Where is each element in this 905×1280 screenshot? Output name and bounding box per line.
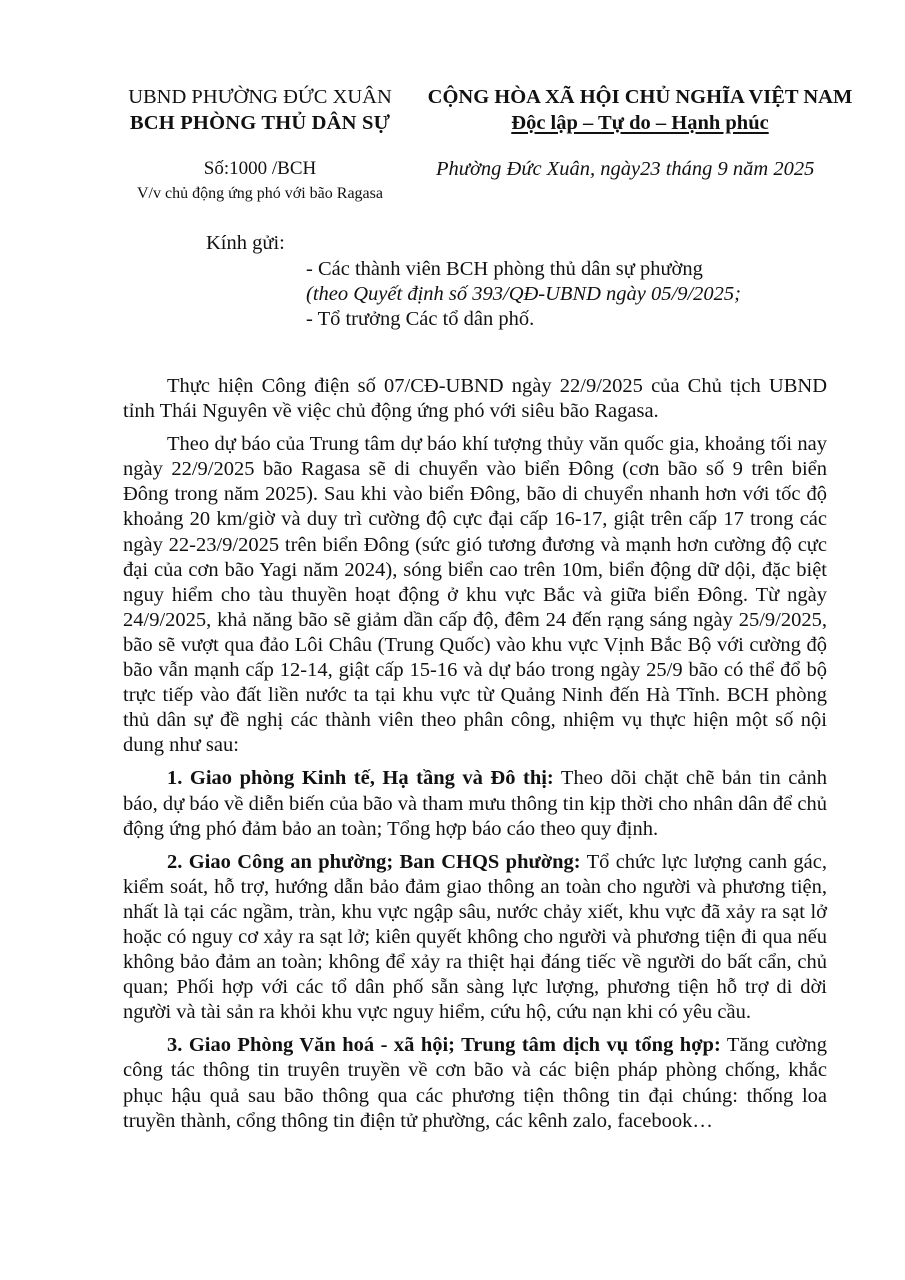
recipient-line-2: (theo Quyết định số 393/QĐ-UBND ngày 05/9/2025;: [306, 283, 741, 305]
task-item-1: [123, 766, 827, 841]
task-item-1-heading: 1. Giao phòng Kinh tế, Hạ tầng và Đô thị:: [167, 767, 554, 790]
greeting: Kính gửi:: [206, 232, 285, 254]
national-header: [410, 84, 870, 136]
national-motto: [410, 110, 870, 136]
document-body: [123, 374, 827, 1142]
paragraph-intro: Thực hiện Công điện số 07/CĐ-UBND ngày 22/9/2025 của Chủ tịch UBND tỉnh Thái Nguyên về việc chủ động ứng phó với siêu bão Ragasa.: [123, 375, 827, 423]
paragraph-forecast: Theo dự báo của Trung tâm dự báo khí tượng thủy văn quốc gia, khoảng tối nay ngày 22/9/2025 bão Ragasa sẽ di chuyển vào biển Đông (cơn bão số 9 trên biển Đông trong năm 2025). Sau khi vào biển Đông, bão di chuyển nhanh hơn với tốc độ khoảng 20 km/giờ và duy trì cường độ cực đại cấp 16-17, giật trên cấp 17 trong các ngày 22-23/9/2025 trên biển Đông (sức gió tương đương và mạnh hơn cường độ cực đại của cơn bão Yagi năm 2024), sóng biển cao trên 10m, biển động dữ dội, đặc biệt nguy hiểm cho tàu thuyền hoạt động ở khu vực Bắc và giữa biển Đông. Từ ngày 24/9/2025, khả năng bão sẽ giảm dần cấp độ, đêm 24 đến rạng sáng ngày 25/9/2025, bão sẽ vượt qua đảo Lôi Châu (Trung Quốc) vào khu vực Vịnh Bắc Bộ với cường độ bão vẫn mạnh cấp 12-14, giật cấp 15-16 và dự báo trong ngày 25/9 bão có thể đổ bộ trực tiếp vào đất liền nước ta tại khu vực từ Quảng Ninh đến Hà Tĩnh. BCH phòng thủ dân sự đề nghị các thành viên theo phân công, nhiệm vụ thực hiện một số nội dung như sau:: [123, 433, 827, 757]
task-item-1-text: Theo dõi chặt chẽ bản tin cảnh báo, dự báo về diễn biến của bão và tham mưu thông tin kịp thời cho nhân dân để chủ động ứng phó đảm bảo an toàn; Tổng hợp báo cáo theo quy định.: [123, 767, 827, 840]
document-number: Số:1000 /BCH: [203, 158, 317, 179]
org-name-line2: BCH PHÒNG THỦ DÂN SỰ: [129, 112, 391, 134]
task-item-3-heading: 3. Giao Phòng Văn hoá - xã hội; Trung tâm dịch vụ tổng hợp:: [167, 1034, 721, 1057]
org-name-line1: UBND PHƯỜNG ĐỨC XUÂN: [128, 86, 392, 108]
recipient-line-1: - Các thành viên BCH phòng thủ dân sự phường: [306, 258, 703, 280]
task-item-2-heading: 2. Giao Công an phường; Ban CHQS phường:: [167, 850, 581, 873]
task-item-3: [123, 1033, 827, 1133]
document-subject: V/v chủ động ứng phó với bão Ragasa: [137, 185, 383, 202]
task-item-3-text: Tăng cường công tác thông tin truyên truyền về cơn bão và các biện pháp phòng chống, khắc phục hậu quả sau bão thông qua các phương tiện thông tin đại chúng: thống loa truyền thành, cổng thông tin điện tử phường, các kênh zalo, facebook…: [123, 1034, 827, 1132]
issuing-organization: [100, 84, 420, 136]
country-name: CỘNG HÒA XÃ HỘI CHỦ NGHĨA VIỆT NAM: [427, 86, 853, 108]
task-item-2: [123, 850, 827, 1026]
recipient-line-3: - Tổ trưởng Các tổ dân phố.: [306, 308, 535, 330]
document-date: Phường Đức Xuân, ngày23 tháng 9 năm 2025: [436, 158, 815, 180]
task-item-2-text: Tổ chức lực lượng canh gác, kiểm soát, hỗ trợ, hướng dẫn bảo đảm giao thông an toàn cho người và phương tiện, nhất là tại các ngầm, tràn, khu vực ngập sâu, nước chảy xiết, khu vực đã xảy ra sạt lở hoặc có nguy cơ xảy ra sạt lở; kiên quyết không cho người và phương tiện đi qua nếu không bảo đảm an toàn; không để xảy ra thiệt hại đáng tiếc về người do bất cẩn, chủ quan; Phối hợp với các tổ dân phố sẵn sàng lực lượng, phương tiện hỗ trợ di dời người và tài sản ra khỏi khu vực nguy hiểm, cứu hộ, cứu nạn khi có yêu cầu.: [123, 850, 827, 1024]
national-motto-text: Độc lập – Tự do – Hạnh phúc: [511, 112, 769, 134]
